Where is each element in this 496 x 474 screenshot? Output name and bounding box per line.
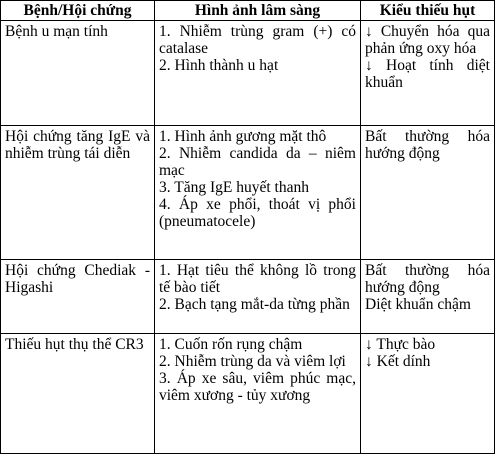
clinical-cell: [155, 126, 361, 260]
disease-cell: Hội chứng Chediak -Higashi: [1, 260, 155, 334]
defect-item: ↓ Kết dính: [365, 353, 431, 370]
defect-item: Bất thường hóa hướng động: [365, 262, 490, 296]
table-header-row: [1, 1, 495, 21]
clinical-item: 3. Áp xe sâu, viêm phúc mạc, viêm xương - tủy xương: [159, 370, 356, 404]
table-row: [1, 260, 495, 334]
clinical-item: 3. Tăng IgE huyết thanh: [159, 179, 309, 196]
defect-cell: [361, 334, 495, 454]
disease-cell: Hội chứng tăng IgE và nhiễm trùng tái diễn: [1, 126, 155, 260]
clinical-item: 1. Hạt tiêu thể không lồ trong tế bào tiết: [159, 262, 356, 296]
header-defect: Kiểu thiếu hụt: [361, 1, 495, 21]
defect-item: Bất thường hóa hướng động: [365, 128, 490, 162]
table-row: [1, 334, 495, 454]
clinical-item: 2. Bạch tạng mắt-da từng phần: [159, 296, 350, 313]
clinical-cell: [155, 21, 361, 126]
clinical-cell: [155, 334, 361, 454]
clinical-item: 1. Cuốn rốn rụng chậm: [159, 336, 303, 353]
clinical-cell: [155, 260, 361, 334]
header-clinical: Hình ảnh lâm sàng: [155, 1, 361, 21]
clinical-item: 2. Hình thành u hạt: [159, 57, 279, 74]
defect-cell: [361, 126, 495, 260]
clinical-item: 1. Nhiễm trùng gram (+) có catalase: [159, 23, 356, 57]
header-disease: Bệnh/Hội chứng: [1, 1, 155, 21]
clinical-item: 4. Áp xe phổi, thoát vị phổi (pneumatocele): [159, 196, 356, 230]
table-row: [1, 126, 495, 260]
defect-item: Diệt khuẩn chậm: [365, 296, 471, 313]
clinical-item: 2. Nhiễm candida da – niêm mạc: [159, 145, 356, 179]
clinical-item: 1. Hình ảnh gương mặt thô: [159, 128, 327, 145]
clinical-item: 2. Nhiễm trùng da và viêm lợi: [159, 353, 346, 370]
defect-cell: [361, 260, 495, 334]
disease-cell: Thiếu hụt thụ thể CR3: [1, 334, 155, 454]
table-row: [1, 21, 495, 126]
disease-cell: Bệnh u mạn tính: [1, 21, 155, 126]
defect-item: ↓ Chuyển hóa qua phản ứng oxy hóa: [365, 23, 490, 57]
defect-cell: [361, 21, 495, 126]
defect-item: ↓ Hoạt tính diệt khuẩn: [365, 57, 490, 91]
defect-item: ↓ Thực bào: [365, 336, 436, 353]
